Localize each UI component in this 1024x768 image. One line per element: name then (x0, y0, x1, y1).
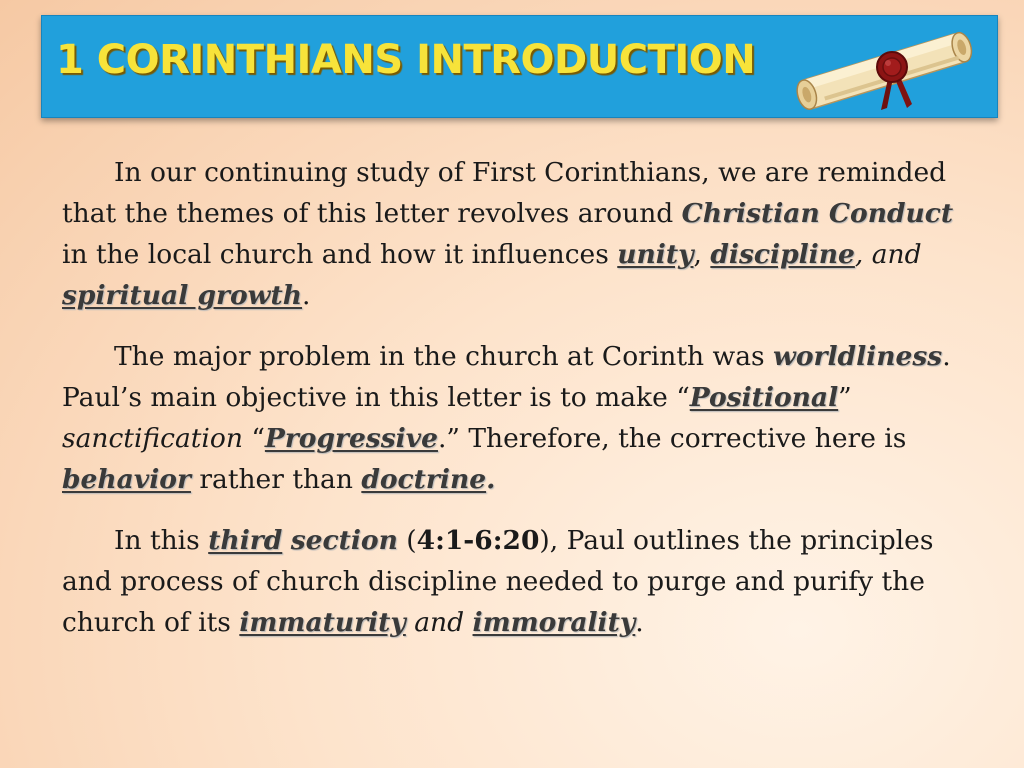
sealed-scroll-icon (789, 22, 979, 118)
emphasis-run: immorality (472, 607, 636, 638)
emphasis-run: third (208, 525, 283, 556)
title-banner (41, 15, 998, 118)
paragraph-intro (62, 152, 982, 316)
text-run (464, 607, 472, 638)
text-run (282, 525, 290, 556)
text-run: . (635, 607, 644, 638)
text-run: . (302, 280, 311, 311)
text-run: ” (838, 382, 852, 413)
emphasis-run: Positional (689, 382, 839, 413)
text-run (406, 607, 414, 638)
text-run: In our continuing study of First Corinthians, we are reminded that the themes of this letter revolves around (62, 157, 947, 229)
emphasis-run: section (290, 525, 398, 556)
text-run: . Paul’s main objective in this letter is to make “ (62, 341, 951, 413)
emphasis-run: 4:1-6:20 (416, 525, 540, 556)
emphasis-run: immaturity (239, 607, 406, 638)
text-run: The major problem in the church at Corinth was (114, 341, 774, 372)
emphasis-run: and (871, 239, 922, 270)
emphasis-run: behavior (62, 464, 191, 495)
text-run: ( (397, 525, 417, 556)
paragraph-problem (62, 336, 982, 500)
body-text (62, 152, 982, 663)
emphasis-run: Progressive (264, 423, 438, 454)
text-run: “ (242, 423, 265, 454)
text-run: , (693, 239, 711, 270)
text-run: rather than (190, 464, 362, 495)
emphasis-run: unity (617, 239, 694, 270)
emphasis-run: spiritual growth (62, 280, 303, 311)
emphasis-run: Christian Conduct (681, 198, 954, 229)
emphasis-run: worldliness (773, 341, 943, 372)
emphasis-run: and (414, 607, 465, 638)
text-run: in the local church and how it influences (62, 239, 618, 270)
emphasis-run: . (486, 464, 496, 495)
emphasis-run: , (854, 239, 872, 270)
text-run: ), Paul outlines the principles and process of church discipline needed to purge and purify the church of its (62, 525, 934, 638)
text-run: In this (114, 525, 209, 556)
emphasis-run: doctrine (361, 464, 487, 495)
text-run: .” Therefore, the corrective here is (437, 423, 907, 454)
paragraph-third-section (62, 520, 982, 643)
emphasis-run: sanctification (62, 423, 243, 454)
emphasis-run: discipline (710, 239, 855, 270)
slide-title: 1 CORINTHIANS INTRODUCTION (56, 37, 756, 83)
